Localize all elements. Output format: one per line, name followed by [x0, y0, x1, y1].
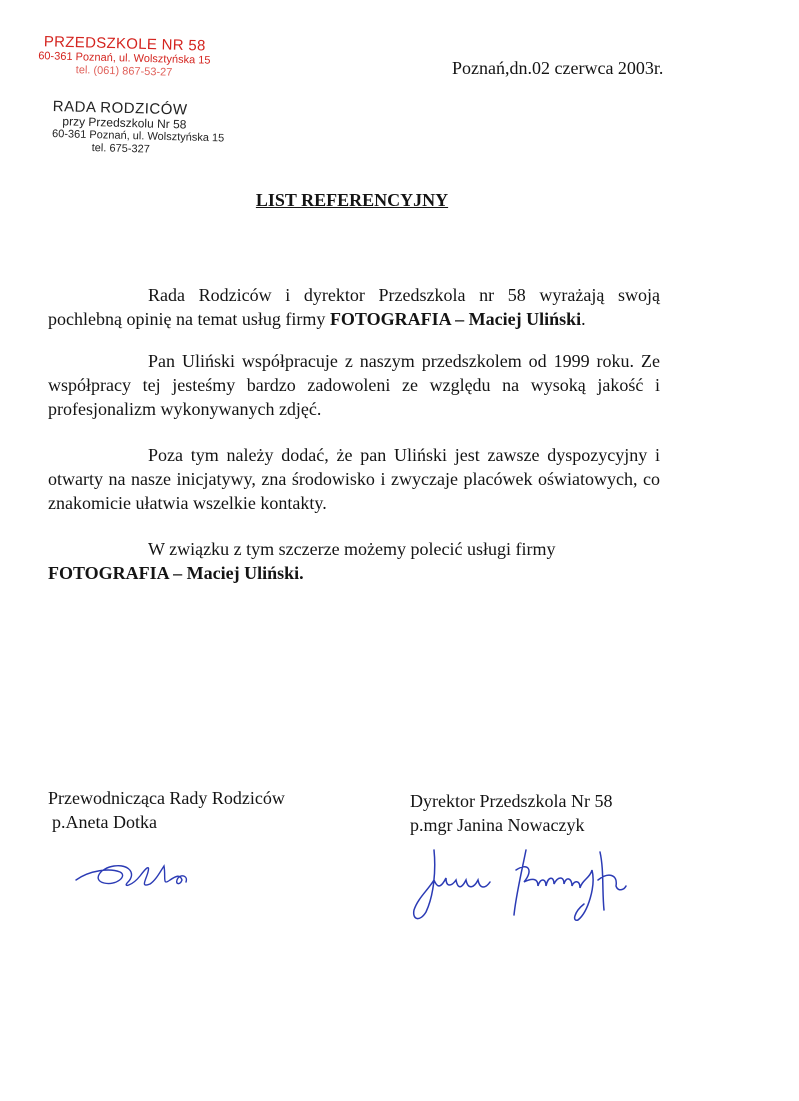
council-stamp-line1: przy Przedszkolu Nr 58	[62, 114, 187, 132]
handwritten-signature-left	[70, 850, 210, 895]
council-stamp	[52, 98, 226, 158]
paragraph-1	[48, 283, 660, 331]
company-name: FOTOGRAFIA – Maciej Uliński	[329, 309, 582, 329]
paragraph-2	[48, 349, 660, 421]
handwritten-signature-right	[404, 840, 654, 930]
paragraph-1-end: .	[581, 309, 586, 329]
school-stamp-name: PRZEDSZKOLE NR 58	[43, 33, 206, 55]
council-stamp-line2: 60-361 Poznań, ul. Wolsztyńska 15	[51, 127, 225, 145]
council-stamp-phone: tel. 675-327	[91, 142, 150, 156]
signatory-name-left: p.Aneta Dotka	[52, 812, 157, 832]
paragraph-4-text: W związku z tym szczerze możemy polecić usługi firmy	[148, 539, 556, 559]
paragraph-2-text: Pan Uliński współpracuje z naszym przedszkolem od 1999 roku. Ze współpracy tej jesteśmy bardzo zadowoleni ze względu na wysoką jakość i profesjonalizm wykonywanych zdjęć.	[48, 351, 660, 419]
letter-title: LIST REFERENCYJNY	[255, 190, 449, 210]
signature-block-left	[48, 786, 285, 834]
school-stamp	[32, 33, 217, 81]
signature-block-right	[410, 789, 612, 837]
signatory-role-right: Dyrektor Przedszkola Nr 58	[410, 791, 613, 811]
school-stamp-address: 60-361 Poznań, ul. Wolsztyńska 15	[38, 50, 211, 67]
signatory-name-right: p.mgr Janina Nowaczyk	[410, 815, 585, 835]
letter-date: Poznań,dn.02 czerwca 2003r.	[452, 58, 664, 78]
signatory-role-left: Przewodnicząca Rady Rodziców	[48, 788, 285, 808]
company-name-closing: FOTOGRAFIA – Maciej Uliński.	[48, 563, 304, 583]
paragraph-4	[48, 537, 660, 585]
council-stamp-name: RADA RODZICÓW	[52, 98, 188, 119]
school-stamp-phone: tel. (061) 867-53-27	[75, 64, 173, 79]
paragraph-3	[48, 443, 660, 515]
paragraph-1-text: Rada Rodziców i dyrektor Przedszkola nr 58 wyrażają swoją pochlebną opinię na temat usług firmy	[48, 285, 660, 329]
paragraph-3-text: Poza tym należy dodać, że pan Uliński jest zawsze dyspozycyjny i otwarty na nasze inicjatywy, zna środowisko i zwyczaje placówek oświatowych, co znakomicie ułatwia wszelkie kontakty.	[48, 445, 660, 513]
